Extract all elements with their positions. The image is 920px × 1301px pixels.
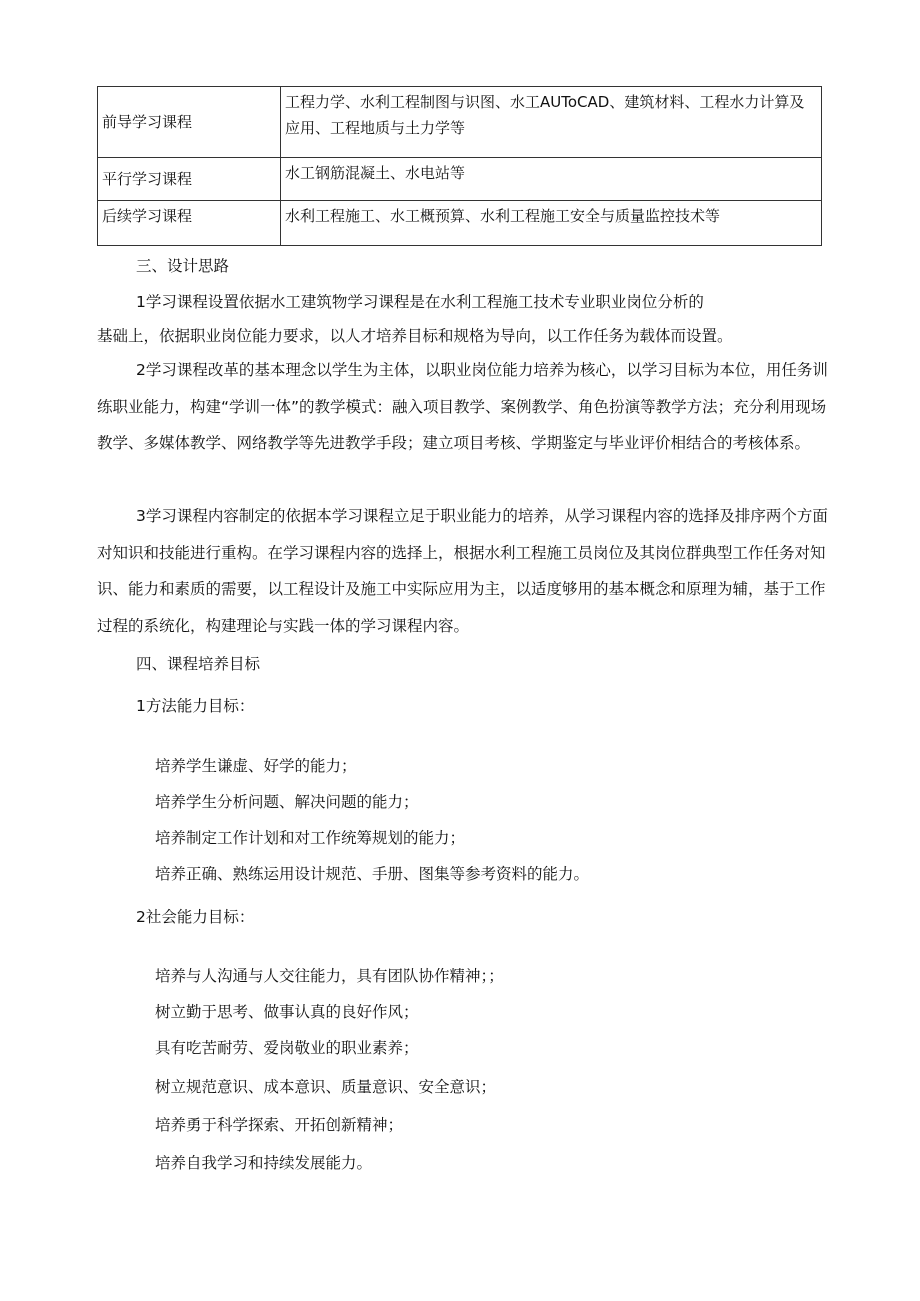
course-relation-table (97, 86, 822, 246)
list-item: 培养自我学习和持续发展能力。 (155, 1154, 373, 1172)
section-heading-goals: 四、课程培养目标 (136, 655, 261, 673)
row-value-subsequent: 水利工程施工、水工概预算、水利工程施工安全与质量监控技术等 (281, 201, 822, 246)
table-row (98, 158, 822, 201)
table-row (98, 87, 822, 158)
row-label-subsequent: 后续学习课程 (98, 201, 281, 246)
table-row (98, 201, 822, 246)
section-heading-design: 三、设计思路 (136, 257, 230, 275)
list-item: 培养正确、熟练运用设计规范、手册、图集等参考资料的能力。 (155, 865, 590, 883)
method-goals-title: 1方法能力目标： (136, 697, 255, 715)
list-item: 树立勤于思考、做事认真的良好作风； (155, 1003, 419, 1021)
paragraph-1-line-1: 1学习课程设置依据水工建筑物学习课程是在水利工程施工技术专业职业岗位分析的 (136, 293, 704, 311)
list-item: 培养学生谦虚、好学的能力； (155, 757, 357, 775)
list-item: 具有吃苦耐劳、爱岗敬业的职业素养； (155, 1039, 419, 1057)
list-item: 培养制定工作计划和对工作统筹规划的能力； (155, 829, 466, 847)
row-value-prerequisite: 工程力学、水利工程制图与识图、水工AUToCAD、建筑材料、工程水力计算及应用、工程地质与土力学等 (281, 87, 822, 158)
paragraph-3: 3学习课程内容制定的依据本学习课程立足于职业能力的培养，从学习课程内容的选择及排序两个方面对知识和技能进行重构。在学习课程内容的选择上，根据水利工程施工员岗位及其岗位群典型工作任务对知识、能力和素质的需要，以工程设计及施工中实际应用为主，以适度够用的基本概念和原理为辅，基于工作过程的系统化，构建理论与实践一体的学习课程内容。 (97, 507, 828, 635)
row-label-parallel: 平行学习课程 (98, 158, 281, 201)
social-goals-title: 2社会能力目标： (136, 908, 255, 926)
paragraph-2: 2学习课程改革的基本理念以学生为主体，以职业岗位能力培养为核心，以学习目标为本位，用任务训练职业能力，构建“学训一体”的教学模式：融入项目教学、案例教学、角色扮演等教学方法；充分利用现场教学、多媒体教学、网络教学等先进教学手段；建立项目考核、学期鉴定与毕业评价相结合的考核体系。 (97, 361, 828, 452)
list-item: 培养学生分析问题、解决问题的能力； (155, 793, 419, 811)
list-item: 培养勇于科学探索、开拓创新精神； (155, 1116, 404, 1134)
paragraph-1-line-2: 基础上，依据职业岗位能力要求，以人才培养目标和规格为导向，以工作任务为载体而设置。 (97, 327, 733, 345)
row-label-prerequisite: 前导学习课程 (98, 87, 281, 158)
row-value-parallel: 水工钢筋混凝土、水电站等 (281, 158, 822, 201)
list-item: 培养与人沟通与人交往能力，具有团队协作精神；； (155, 967, 504, 985)
list-item: 树立规范意识、成本意识、质量意识、安全意识； (155, 1078, 497, 1096)
